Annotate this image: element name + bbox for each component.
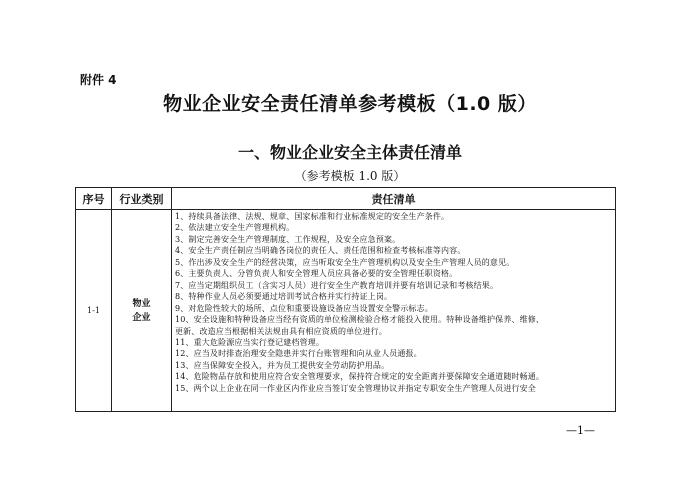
responsibility-item: 更新、改造应当根据相关法规由具有相应资质的单位进行。 (175, 326, 387, 336)
table-row (76, 210, 616, 412)
template-version-subtitle: （参考模板 1.0 版） (294, 169, 406, 183)
responsibility-item: 15、两个以上企业在同一作业区内作业应当签订安全管理协议并指定专职安全生产管理人员进行安全 (175, 383, 536, 393)
responsibility-item: 5、作出涉及安全生产的经营决策，应当听取安全生产管理机构以及安全生产管理人员的意见。 (175, 257, 515, 267)
responsibility-item: 11、重大危险源应当实行登记建档管理。 (175, 337, 325, 347)
responsibility-item: 1、持续具备法律、法规、规章、国家标准和行业标准规定的安全生产条件。 (175, 212, 450, 221)
row-industry (112, 210, 172, 412)
responsibility-item: 9、对危险性较大的场所、点位和重要设施设备应当设置安全警示标志。 (175, 303, 433, 313)
responsibility-table (75, 187, 616, 412)
header-seq: 序号 (76, 188, 112, 210)
section-title: 一、物业企业安全主体责任清单 (237, 143, 462, 162)
responsibility-item: 4、安全生产责任制应当明确各岗位的责任人、责任范围和检查考核标准等内容。 (175, 246, 466, 256)
row-responsibility-list (172, 210, 616, 412)
responsibility-items (175, 211, 612, 411)
row-seq: 1-1 (76, 210, 112, 412)
responsibility-item: 12、应当及时排查治理安全隐患并实行台账管理和向从业人员通报。 (175, 349, 422, 359)
attachment-label: 附件 4 (80, 73, 117, 87)
responsibility-item: 2、依法建立安全生产管理机构。 (175, 223, 295, 233)
responsibility-item: 6、主要负责人、分管负责人和安全管理人员应具备必要的安全管理任职资格。 (175, 269, 458, 279)
document-title: 物业企业安全责任清单参考模板（1.0 版） (163, 93, 537, 115)
header-responsibility: 责任清单 (172, 188, 616, 210)
industry-line: 企业 (132, 312, 151, 323)
responsibility-item: 3、制定完善安全生产管理制度、工作规程，及安全应急预案。 (175, 234, 401, 244)
responsibility-item: 7、应当定期组织员工（含实习人员）进行安全生产教育培训并要有培训记录和考核结果。 (175, 280, 499, 290)
responsibility-item: 13、应当保障安全投入，并为员工提供安全劳动防护用品。 (175, 360, 390, 370)
responsibility-item: 14、危险物品存放和使用应符合安全管理要求，保持符合规定的安全距离并要保障安全通道随时畅通。 (175, 372, 545, 382)
responsibility-item: 10、安全设施和特种设备应当经有资质的单位检测检验合格才能投入使用。特种设备维护保养、维修、 (175, 315, 545, 325)
table-header-row (76, 188, 616, 210)
industry-line: 物业 (132, 298, 151, 309)
page-number: —1— (566, 424, 595, 437)
responsibility-item: 8、特种作业人员必须要通过培训考试合格并实行持证上岗。 (175, 292, 393, 302)
header-industry: 行业类别 (112, 188, 172, 210)
